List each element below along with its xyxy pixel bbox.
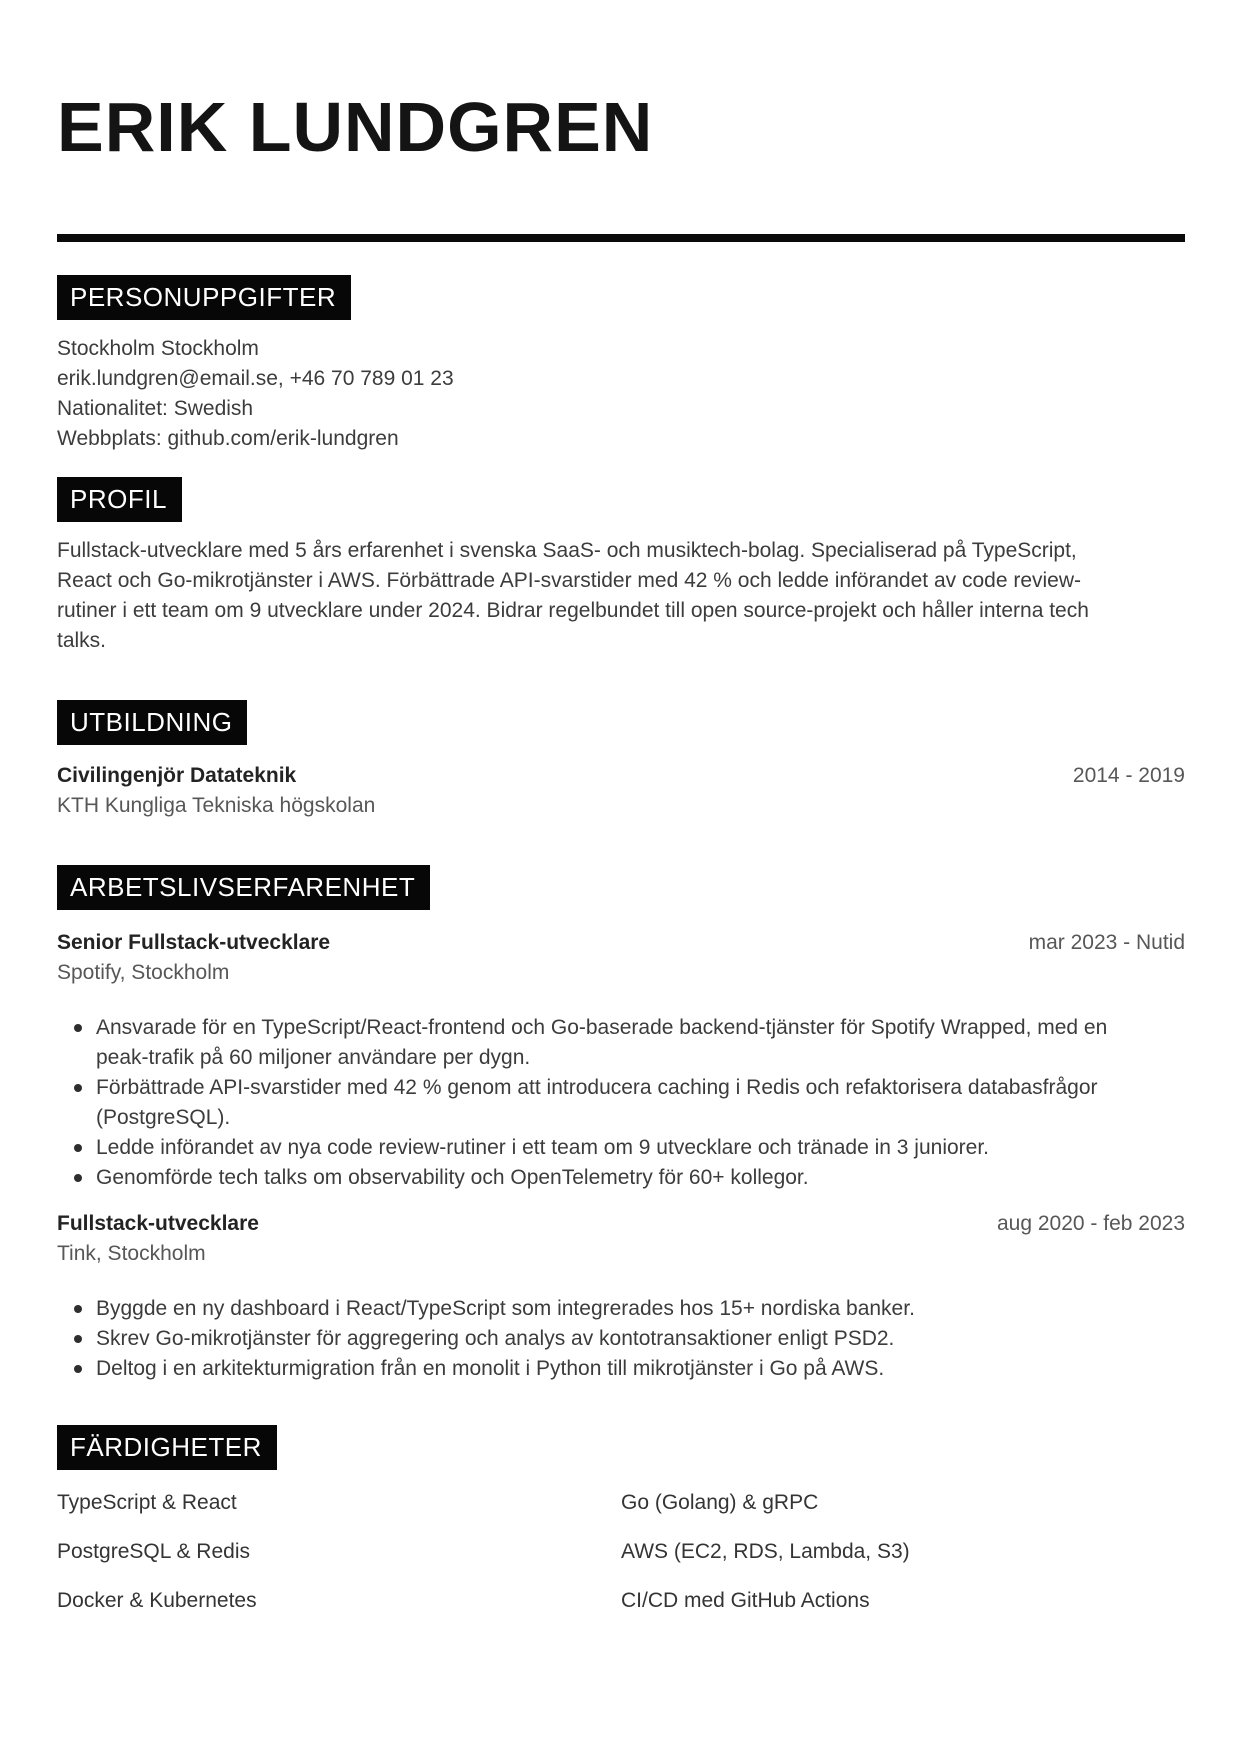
job-bullet: Förbättrade API-svarstider med 42 % genom att introducera caching i Redis och refaktorisera databasfrågor (PostgreSQL). [57, 1073, 1141, 1133]
section-heading-skills: FÄRDIGHETER [57, 1425, 277, 1470]
skill-item: CI/CD med GitHub Actions [621, 1589, 870, 1612]
section-heading-personal: PERSONUPPGIFTER [57, 275, 351, 320]
contact-email-phone: erik.lundgren@email.se, +46 70 789 01 23 [57, 367, 454, 390]
job-bullet: Ledde införandet av nya code review-rutiner i ett team om 9 utvecklare och tränade in 3 juniorer. [57, 1133, 1141, 1163]
section-skills [57, 1384, 1185, 1616]
section-heading-education: UTBILDNING [57, 700, 247, 745]
job-company: Tink, Stockholm [57, 1242, 206, 1265]
skill-item: Go (Golang) & gRPC [621, 1491, 819, 1514]
job-bullet-list [57, 1294, 1185, 1384]
job-date: aug 2020 - feb 2023 [997, 1212, 1185, 1235]
profile-summary: Fullstack-utvecklare med 5 års erfarenhet i svenska SaaS- och musiktech-bolag. Specialiserad på TypeScript, React och Go-mikrotjänster i AWS. Förbättrade API-svarstider med 42 % och ledde införandet av code review-rutiner i ett team om 9 utvecklare under 2024. Bidrar regelbundet till open source-projekt och håller interna tech talks. [57, 539, 1089, 652]
experience-entry [57, 1209, 1185, 1384]
experience-entry [57, 928, 1185, 1193]
job-title: Senior Fullstack-utvecklare [57, 931, 331, 954]
section-personal [57, 242, 1185, 454]
job-bullet-list [57, 1013, 1185, 1193]
contact-location: Stockholm Stockholm [57, 337, 259, 360]
job-date: mar 2023 - Nutid [1028, 931, 1185, 954]
skills-grid [57, 1488, 1185, 1616]
education-date: 2014 - 2019 [1072, 764, 1185, 787]
job-title: Fullstack-utvecklare [57, 1212, 259, 1235]
contact-website: Webbplats: github.com/erik-lundgren [57, 427, 399, 450]
section-profile [57, 454, 1185, 656]
skill-item: AWS (EC2, RDS, Lambda, S3) [621, 1540, 910, 1563]
page-title: ERIK LUNDGREN [57, 88, 654, 166]
skill-item: TypeScript & React [57, 1491, 237, 1514]
job-bullet: Deltog i en arkitekturmigration från en monolit i Python till mikrotjänster i Go på AWS. [57, 1354, 1141, 1384]
skill-item: Docker & Kubernetes [57, 1589, 257, 1612]
education-title-row [57, 761, 1185, 791]
education-school: KTH Kungliga Tekniska högskolan [57, 794, 376, 817]
section-heading-profile: PROFIL [57, 477, 182, 522]
job-bullet: Skrev Go-mikrotjänster för aggregering och analys av kontotransaktioner enligt PSD2. [57, 1324, 1141, 1354]
job-bullet: Ansvarade för en TypeScript/React-frontend och Go-baserade backend-tjänster för Spotify Wrapped, med en peak-trafik på 60 miljoner användare per dygn. [57, 1013, 1141, 1073]
skill-item: PostgreSQL & Redis [57, 1540, 250, 1563]
experience-title-row [57, 1209, 1185, 1239]
contact-nationality: Nationalitet: Swedish [57, 397, 254, 420]
section-experience [57, 821, 1185, 1384]
education-degree: Civilingenjör Datateknik [57, 764, 297, 787]
contact-block [57, 334, 1185, 454]
experience-title-row [57, 928, 1185, 958]
job-company: Spotify, Stockholm [57, 961, 230, 984]
section-heading-experience: ARBETSLIVSERFARENHET [57, 865, 430, 910]
job-bullet: Genomförde tech talks om observability och OpenTelemetry för 60+ kollegor. [57, 1163, 1141, 1193]
job-bullet: Byggde en ny dashboard i React/TypeScript som integrerades hos 15+ nordiska banker. [57, 1294, 1141, 1324]
header-divider [57, 234, 1185, 242]
section-education [57, 656, 1185, 821]
education-entry [57, 761, 1185, 821]
